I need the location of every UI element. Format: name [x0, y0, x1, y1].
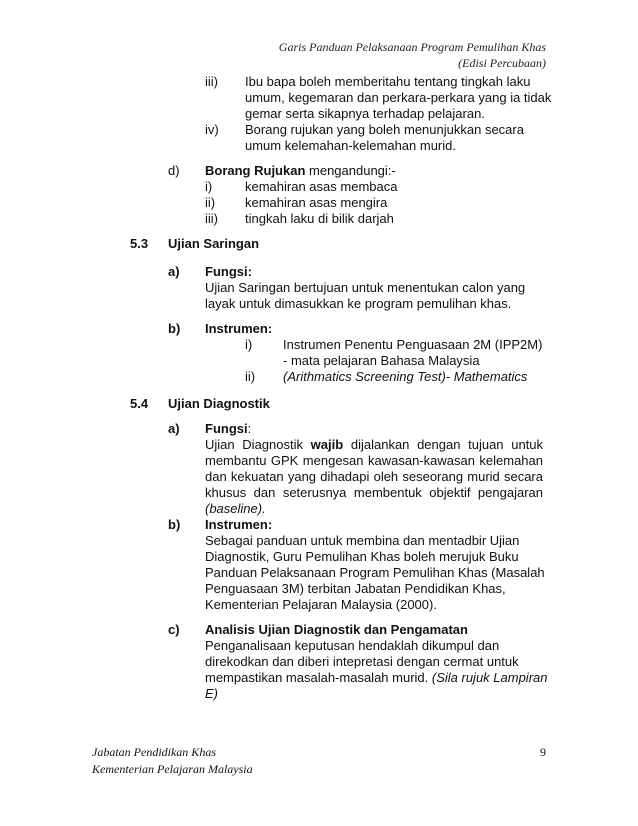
paragraph-line: Penganalisaan keputusan hendaklah dikumpul dan — [205, 638, 500, 653]
paragraph — [205, 437, 543, 517]
list-item-text: Instrumen Penentu Penguasaan 2M (IPP2M) — [283, 337, 543, 352]
section-d-letter: d) — [168, 163, 180, 178]
emphasis-text: wajib — [310, 437, 344, 452]
list-item-text: umum kelemahan-kelemahan murid. — [245, 138, 456, 153]
list-item-text: Borang rujukan yang boleh menunjukkan secara — [245, 122, 524, 137]
subsection-letter: a) — [168, 264, 180, 279]
paragraph-text: mempastikan masalah-masalah murid. — [205, 670, 432, 685]
list-item-text: Ibu bapa boleh memberitahu tentang tingkah laku — [245, 74, 531, 89]
list-item-text: - mata pelajaran Bahasa Malaysia — [283, 353, 480, 368]
list-item-number: ii) — [205, 195, 216, 210]
section-number: 5.3 — [130, 236, 149, 251]
list-item-number: iii) — [205, 211, 218, 226]
list-item-text: kemahiran asas mengira — [245, 195, 388, 210]
list-item-number: ii) — [245, 369, 256, 384]
subsection-title: Instrumen: — [205, 517, 273, 532]
list-item-text: umum, kegemaran dan perkara-perkara yang ia tidak — [245, 90, 552, 105]
footer-department: Jabatan Pendidikan Khas — [92, 745, 216, 759]
list-item-text: (Arithmatics Screening Test)- Mathematics — [283, 369, 528, 384]
paragraph-text: Ujian Diagnostik — [205, 437, 311, 452]
paragraph-line: direkodkan dan diberi intepretasi dengan cermat untuk — [205, 654, 519, 669]
section-d-title-suffix: mengandungi:- — [305, 163, 396, 178]
section-d-heading — [205, 163, 396, 179]
subsection-letter: b) — [168, 321, 181, 336]
paragraph-line — [205, 670, 547, 686]
list-item-number: iii) — [205, 74, 218, 89]
list-item-number: i) — [245, 337, 253, 352]
subsection-title: Analisis Ujian Diagnostik dan Pengamatan — [205, 622, 468, 637]
header-title: Garis Panduan Pelaksanaan Program Pemulihan Khas — [278, 40, 546, 54]
appendix-reference: (Sila rujuk Lampiran — [431, 670, 548, 685]
paragraph-line: Diagnostik, Guru Pemulihan Khas boleh merujuk Buku — [205, 549, 519, 564]
paragraph-line: Ujian Saringan bertujuan untuk menentukan calon yang — [205, 280, 526, 295]
section-title: Ujian Saringan — [168, 236, 260, 251]
subsection-letter: b) — [168, 517, 181, 532]
section-number: 5.4 — [130, 396, 149, 411]
list-item-text: tingkah laku di bilik darjah — [245, 211, 394, 226]
appendix-reference: E) — [205, 686, 218, 701]
list-item-number: i) — [205, 179, 213, 194]
paragraph-line: Penguasaan 3M) terbitan Jabatan Pendidikan Khas, — [205, 581, 506, 596]
subsection-letter: c) — [168, 622, 180, 637]
section-d-title: Borang Rujukan — [205, 163, 306, 178]
list-item-text: gemar serta sikapnya terhadap pelajaran. — [245, 106, 485, 121]
subsection-heading — [205, 421, 251, 437]
header-edition: (Edisi Percubaan) — [458, 56, 546, 70]
paragraph-text: dijalankan dengan tujuan untuk membantu GPK mengesan kawasan-kawasan kelemahan dan kekuatan yang dihadapi oleh seseorang murid secara khusus dan seterusnya membentuk objektif pengajaran — [205, 437, 544, 500]
subsection-title: Instrumen: — [205, 321, 273, 336]
italic-term: (baseline). — [205, 501, 266, 516]
paragraph-line: layak untuk dimasukkan ke program pemulihan khas. — [205, 296, 512, 311]
section-title: Ujian Diagnostik — [168, 396, 270, 411]
paragraph-line: Panduan Pelaksanaan Program Pemulihan Khas (Masalah — [205, 565, 545, 580]
list-item-text: kemahiran asas membaca — [245, 179, 398, 194]
subsection-title: Fungsi: — [205, 264, 252, 279]
footer-ministry: Kementerian Pelajaran Malaysia — [92, 762, 253, 776]
subsection-letter: a) — [168, 421, 180, 436]
subsection-title: Fungsi — [205, 421, 248, 436]
paragraph-line: Sebagai panduan untuk membina dan mentadbir Ujian — [205, 533, 520, 548]
page-number: 9 — [540, 745, 546, 759]
list-item-number: iv) — [205, 122, 219, 137]
paragraph-line: Kementerian Pelajaran Malaysia (2000). — [205, 597, 437, 612]
subsection-title-colon: : — [247, 421, 252, 436]
